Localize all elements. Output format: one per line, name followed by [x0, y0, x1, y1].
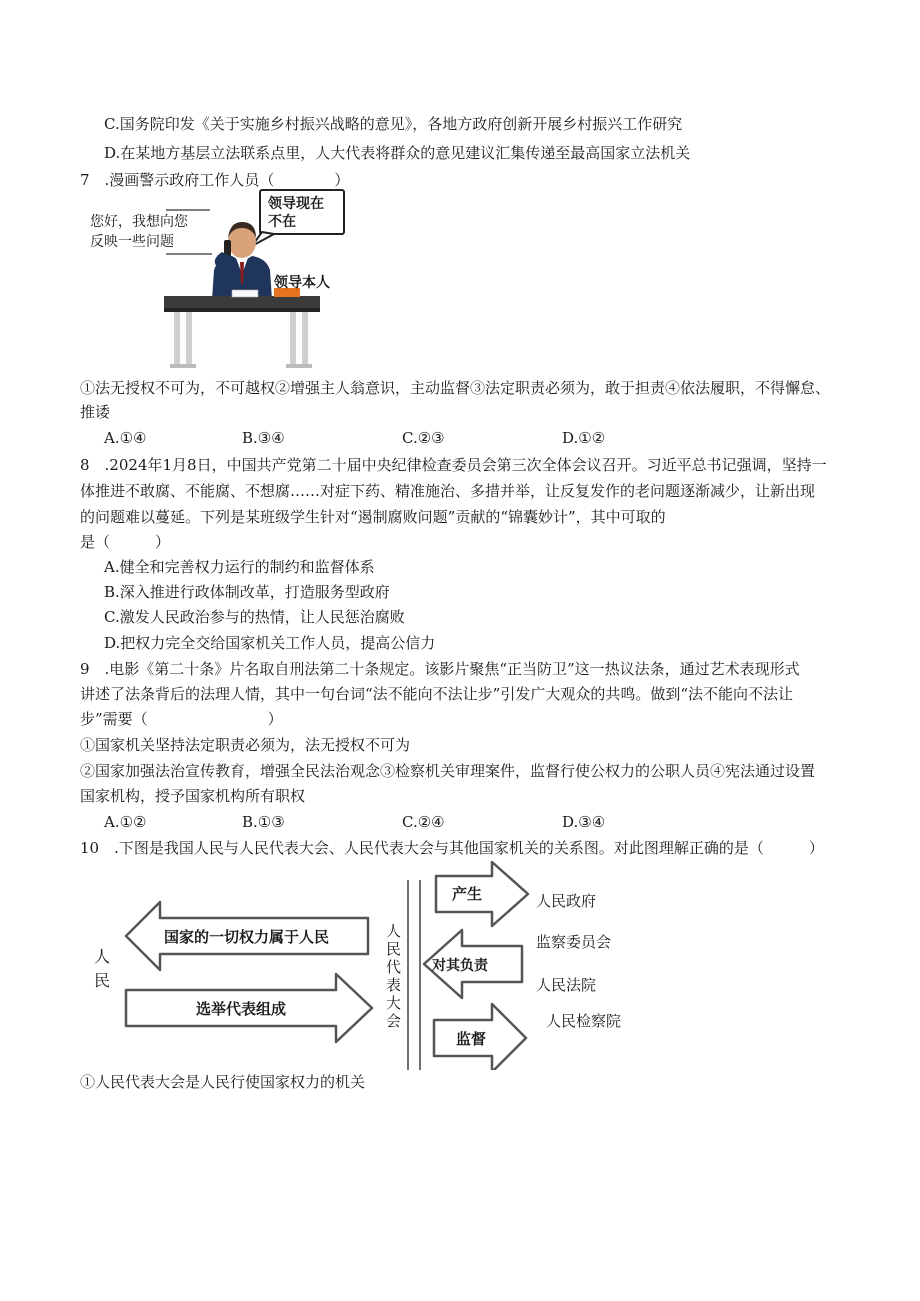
people-label-1: 人 — [94, 947, 111, 966]
q7-stem: 7 .漫画警示政府工作人员（ ） — [80, 171, 350, 189]
q9-statement-2: ②国家加强法治宣传教育，增强全民法治观念③检察机关审理案件，监督行使公权力的公职人员④宪法通过设置 — [80, 762, 816, 780]
q10-stem: 10 .下图是我国人民与人民代表大会、人民代表大会与其他国家机关的关系图。对此图理解正确的是（ ） — [80, 839, 824, 857]
arrow-elect-text: 选举代表组成 — [196, 1000, 287, 1018]
q10-statement-1: ①人民代表大会是人民行使国家权力的机关 — [80, 1073, 366, 1091]
organ-government: 人民政府 — [536, 892, 597, 910]
q10-diagram — [80, 858, 640, 1070]
organ-supervisory: 监察委员会 — [536, 933, 612, 951]
caller-speech-1: 您好，我想向您 — [90, 214, 188, 230]
arrow-responsible-text: 对其负责 — [432, 958, 488, 974]
organ-procuratorate: 人民检察院 — [546, 1012, 622, 1030]
npc-char-4: 表 — [386, 976, 402, 994]
q8-stem-line1: 8 .2024年1月8日，中国共产党第二十届中央纪律检查委员会第三次全体会议召开。习近平总书记强调，坚持一 — [80, 456, 827, 474]
npc-char-2: 民 — [386, 940, 402, 958]
people-label-2: 民 — [94, 971, 111, 990]
q9-option-c: C.②④ — [402, 813, 445, 831]
arrow-produce-text: 产生 — [452, 885, 483, 903]
arrow-supervise-text: 监督 — [456, 1030, 487, 1048]
q7-option-a: A.①④ — [104, 429, 147, 447]
q9-option-d: D.③④ — [562, 813, 606, 831]
q8-option-a: A.健全和完善权力运行的制约和监督体系 — [104, 558, 375, 576]
leader-label: 领导本人 — [274, 275, 330, 291]
q9-statement-1: ①国家机关坚持法定职责必须为，法无授权不可为 — [80, 736, 411, 754]
bubble-text-1: 领导现在 — [268, 196, 324, 212]
q9-stem-line3: 步”需要（ ） — [80, 710, 283, 728]
q7-option-d: D.①② — [562, 429, 606, 447]
q9-option-a: A.①② — [104, 813, 147, 831]
caller-speech-2: 反映一些问题 — [90, 234, 174, 250]
q6-option-d: D.在某地方基层立法联系点里，人大代表将群众的意见建议汇集传递至最高国家立法机关 — [104, 144, 691, 162]
q7-option-c: C.②③ — [402, 429, 445, 447]
npc-char-6: 会 — [386, 1012, 402, 1030]
q9-statement-3: 国家机构，授予国家机构所有职权 — [80, 787, 306, 805]
cartoon-illustration — [82, 188, 352, 373]
q8-option-c: C.激发人民政治参与的热情，让人民惩治腐败 — [104, 608, 405, 626]
organ-court: 人民法院 — [536, 976, 597, 994]
q9-option-b: B.①③ — [242, 813, 285, 831]
q8-option-b: B.深入推进行政体制改革，打造服务型政府 — [104, 583, 390, 601]
q8-stem-line3: 的问题难以蔓延。下列是某班级学生针对“遏制腐败问题”贡献的“锦囊妙计”，其中可取的 — [80, 508, 666, 526]
npc-char-5: 大 — [386, 994, 402, 1012]
q7-statements-line1: ①法无授权不可为，不可越权②增强主人翁意识，主动监督③法定职责必须为，敢于担责④依法履职，不得懈怠、 — [80, 379, 831, 397]
arrow-power-text: 国家的一切权力属于人民 — [164, 928, 330, 946]
q9-stem-line1: 9 .电影《第二十条》片名取自刑法第二十条规定。该影片聚焦“正当防卫”这一热议法条，通过艺术表现形式 — [80, 660, 800, 678]
q7-cartoon — [82, 188, 352, 373]
npc-char-3: 代 — [386, 958, 402, 976]
q8-stem-line4: 是（ ） — [80, 533, 171, 551]
q7-option-b: B.③④ — [242, 429, 285, 447]
bubble-text-2: 不在 — [268, 214, 296, 230]
npc-char-1: 人 — [386, 922, 402, 940]
q8-option-d: D.把权力完全交给国家机关工作人员，提高公信力 — [104, 634, 436, 652]
q7-statements-line2: 推诿 — [80, 403, 111, 421]
relationship-diagram — [80, 858, 640, 1070]
q9-stem-line2: 讲述了法条背后的法理人情，其中一句台词“法不能向不法让步”引发广大观众的共鸣。做到“法不能向不法让 — [80, 685, 794, 703]
q8-stem-line2: 体推进不敢腐、不能腐、不想腐……对症下药、精准施治、多措并举，让反复发作的老问题逐渐减少，让新出现 — [80, 482, 816, 500]
q6-option-c: C.国务院印发《关于实施乡村振兴战略的意见》，各地方政府创新开展乡村振兴工作研究 — [104, 115, 683, 133]
